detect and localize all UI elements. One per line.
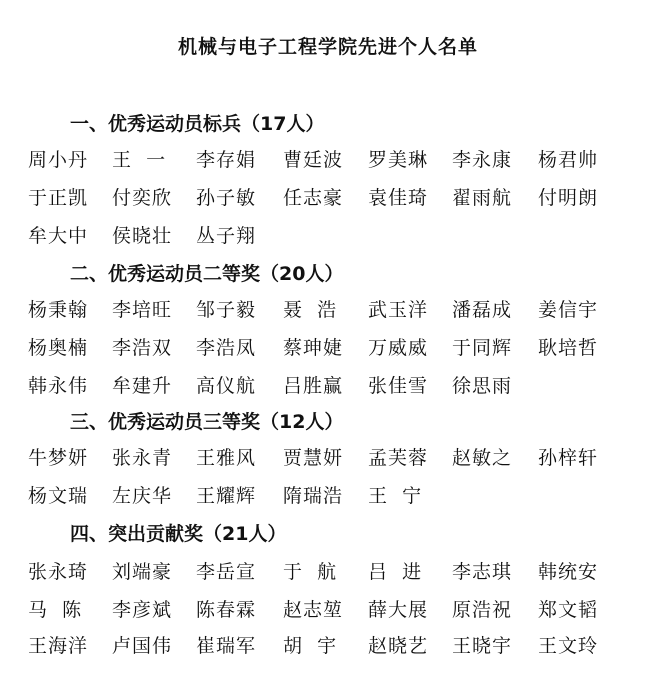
person-name: 耿培哲: [538, 337, 599, 359]
person-name: 武玉洋: [368, 299, 429, 321]
person-name: 潘磊成: [452, 299, 513, 321]
person-name: 李存娟: [196, 149, 257, 171]
section-heading: 四、突出贡献奖（21人）: [70, 523, 287, 545]
person-name: 于正凯: [28, 187, 89, 209]
name-row: [0, 334, 656, 362]
person-name: 周小丹: [28, 149, 89, 171]
person-name: 胡 宇: [283, 635, 338, 657]
name-row: [0, 146, 656, 174]
person-name: 刘端豪: [112, 561, 173, 583]
person-name: 韩统安: [538, 561, 599, 583]
person-name: 孟芙蓉: [368, 447, 429, 469]
section-heading: 二、优秀运动员二等奖（20人）: [70, 263, 344, 285]
person-name: 于 航: [283, 561, 338, 583]
person-name: 薛大展: [368, 599, 429, 621]
person-name: 贾慧妍: [283, 447, 344, 469]
person-name: 王晓宇: [452, 635, 513, 657]
person-name: 翟雨航: [452, 187, 513, 209]
person-name: 李彦斌: [112, 599, 173, 621]
person-name: 罗美琳: [368, 149, 429, 171]
name-row: [0, 558, 656, 586]
name-row: [0, 596, 656, 624]
person-name: 王文玲: [538, 635, 599, 657]
person-name: 侯晓壮: [112, 225, 173, 247]
person-name: 王海洋: [28, 635, 89, 657]
person-name: 王 宁: [368, 485, 423, 507]
person-name: 蔡珅婕: [283, 337, 344, 359]
person-name: 陈春霖: [196, 599, 257, 621]
person-name: 李浩双: [112, 337, 173, 359]
person-name: 袁佳琦: [368, 187, 429, 209]
person-name: 王耀辉: [196, 485, 257, 507]
person-name: 牛梦妍: [28, 447, 89, 469]
name-row: [0, 222, 656, 250]
person-name: 徐思雨: [452, 375, 513, 397]
name-row: [0, 632, 656, 660]
person-name: 崔瑞军: [196, 635, 257, 657]
person-name: 赵晓艺: [368, 635, 429, 657]
person-name: 曹廷波: [283, 149, 344, 171]
name-row: [0, 184, 656, 212]
person-name: 杨秉翰: [28, 299, 89, 321]
person-name: 孙子敏: [196, 187, 257, 209]
person-name: 于同辉: [452, 337, 513, 359]
name-row: [0, 296, 656, 324]
person-name: 邹子毅: [196, 299, 257, 321]
person-name: 李培旺: [112, 299, 173, 321]
person-name: 张永琦: [28, 561, 89, 583]
person-name: 孙梓轩: [538, 447, 599, 469]
person-name: 李志琪: [452, 561, 513, 583]
person-name: 左庆华: [112, 485, 173, 507]
person-name: 郑文韬: [538, 599, 599, 621]
document-title: 机械与电子工程学院先进个人名单: [177, 36, 478, 58]
person-name: 原浩祝: [452, 599, 513, 621]
person-name: 付奕欣: [112, 187, 173, 209]
person-name: 牟建升: [112, 375, 173, 397]
person-name: 高仪航: [196, 375, 257, 397]
person-name: 李浩凤: [196, 337, 257, 359]
person-name: 赵志堃: [283, 599, 344, 621]
person-name: 王雅风: [196, 447, 257, 469]
section-heading: 一、优秀运动员标兵（17人）: [70, 113, 325, 135]
person-name: 李岳宣: [196, 561, 257, 583]
person-name: 卢国伟: [112, 635, 173, 657]
name-row: [0, 444, 656, 472]
person-name: 张佳雪: [368, 375, 429, 397]
person-name: 牟大中: [28, 225, 89, 247]
name-row: [0, 482, 656, 510]
person-name: 马 陈: [28, 599, 83, 621]
person-name: 聂 浩: [283, 299, 338, 321]
name-row: [0, 372, 656, 400]
person-name: 杨奥楠: [28, 337, 89, 359]
person-name: 赵敏之: [452, 447, 513, 469]
person-name: 李永康: [452, 149, 513, 171]
person-name: 隋瑞浩: [283, 485, 344, 507]
person-name: 杨文瑞: [28, 485, 89, 507]
section-heading: 三、优秀运动员三等奖（12人）: [70, 411, 344, 433]
person-name: 姜信宇: [538, 299, 599, 321]
person-name: 付明朗: [538, 187, 599, 209]
person-name: 吕胜赢: [283, 375, 344, 397]
person-name: 杨君帅: [538, 149, 599, 171]
person-name: 王 一: [112, 149, 167, 171]
person-name: 韩永伟: [28, 375, 89, 397]
person-name: 丛子翔: [196, 225, 257, 247]
person-name: 张永青: [112, 447, 173, 469]
person-name: 吕 进: [368, 561, 423, 583]
person-name: 任志豪: [283, 187, 344, 209]
person-name: 万威威: [368, 337, 429, 359]
